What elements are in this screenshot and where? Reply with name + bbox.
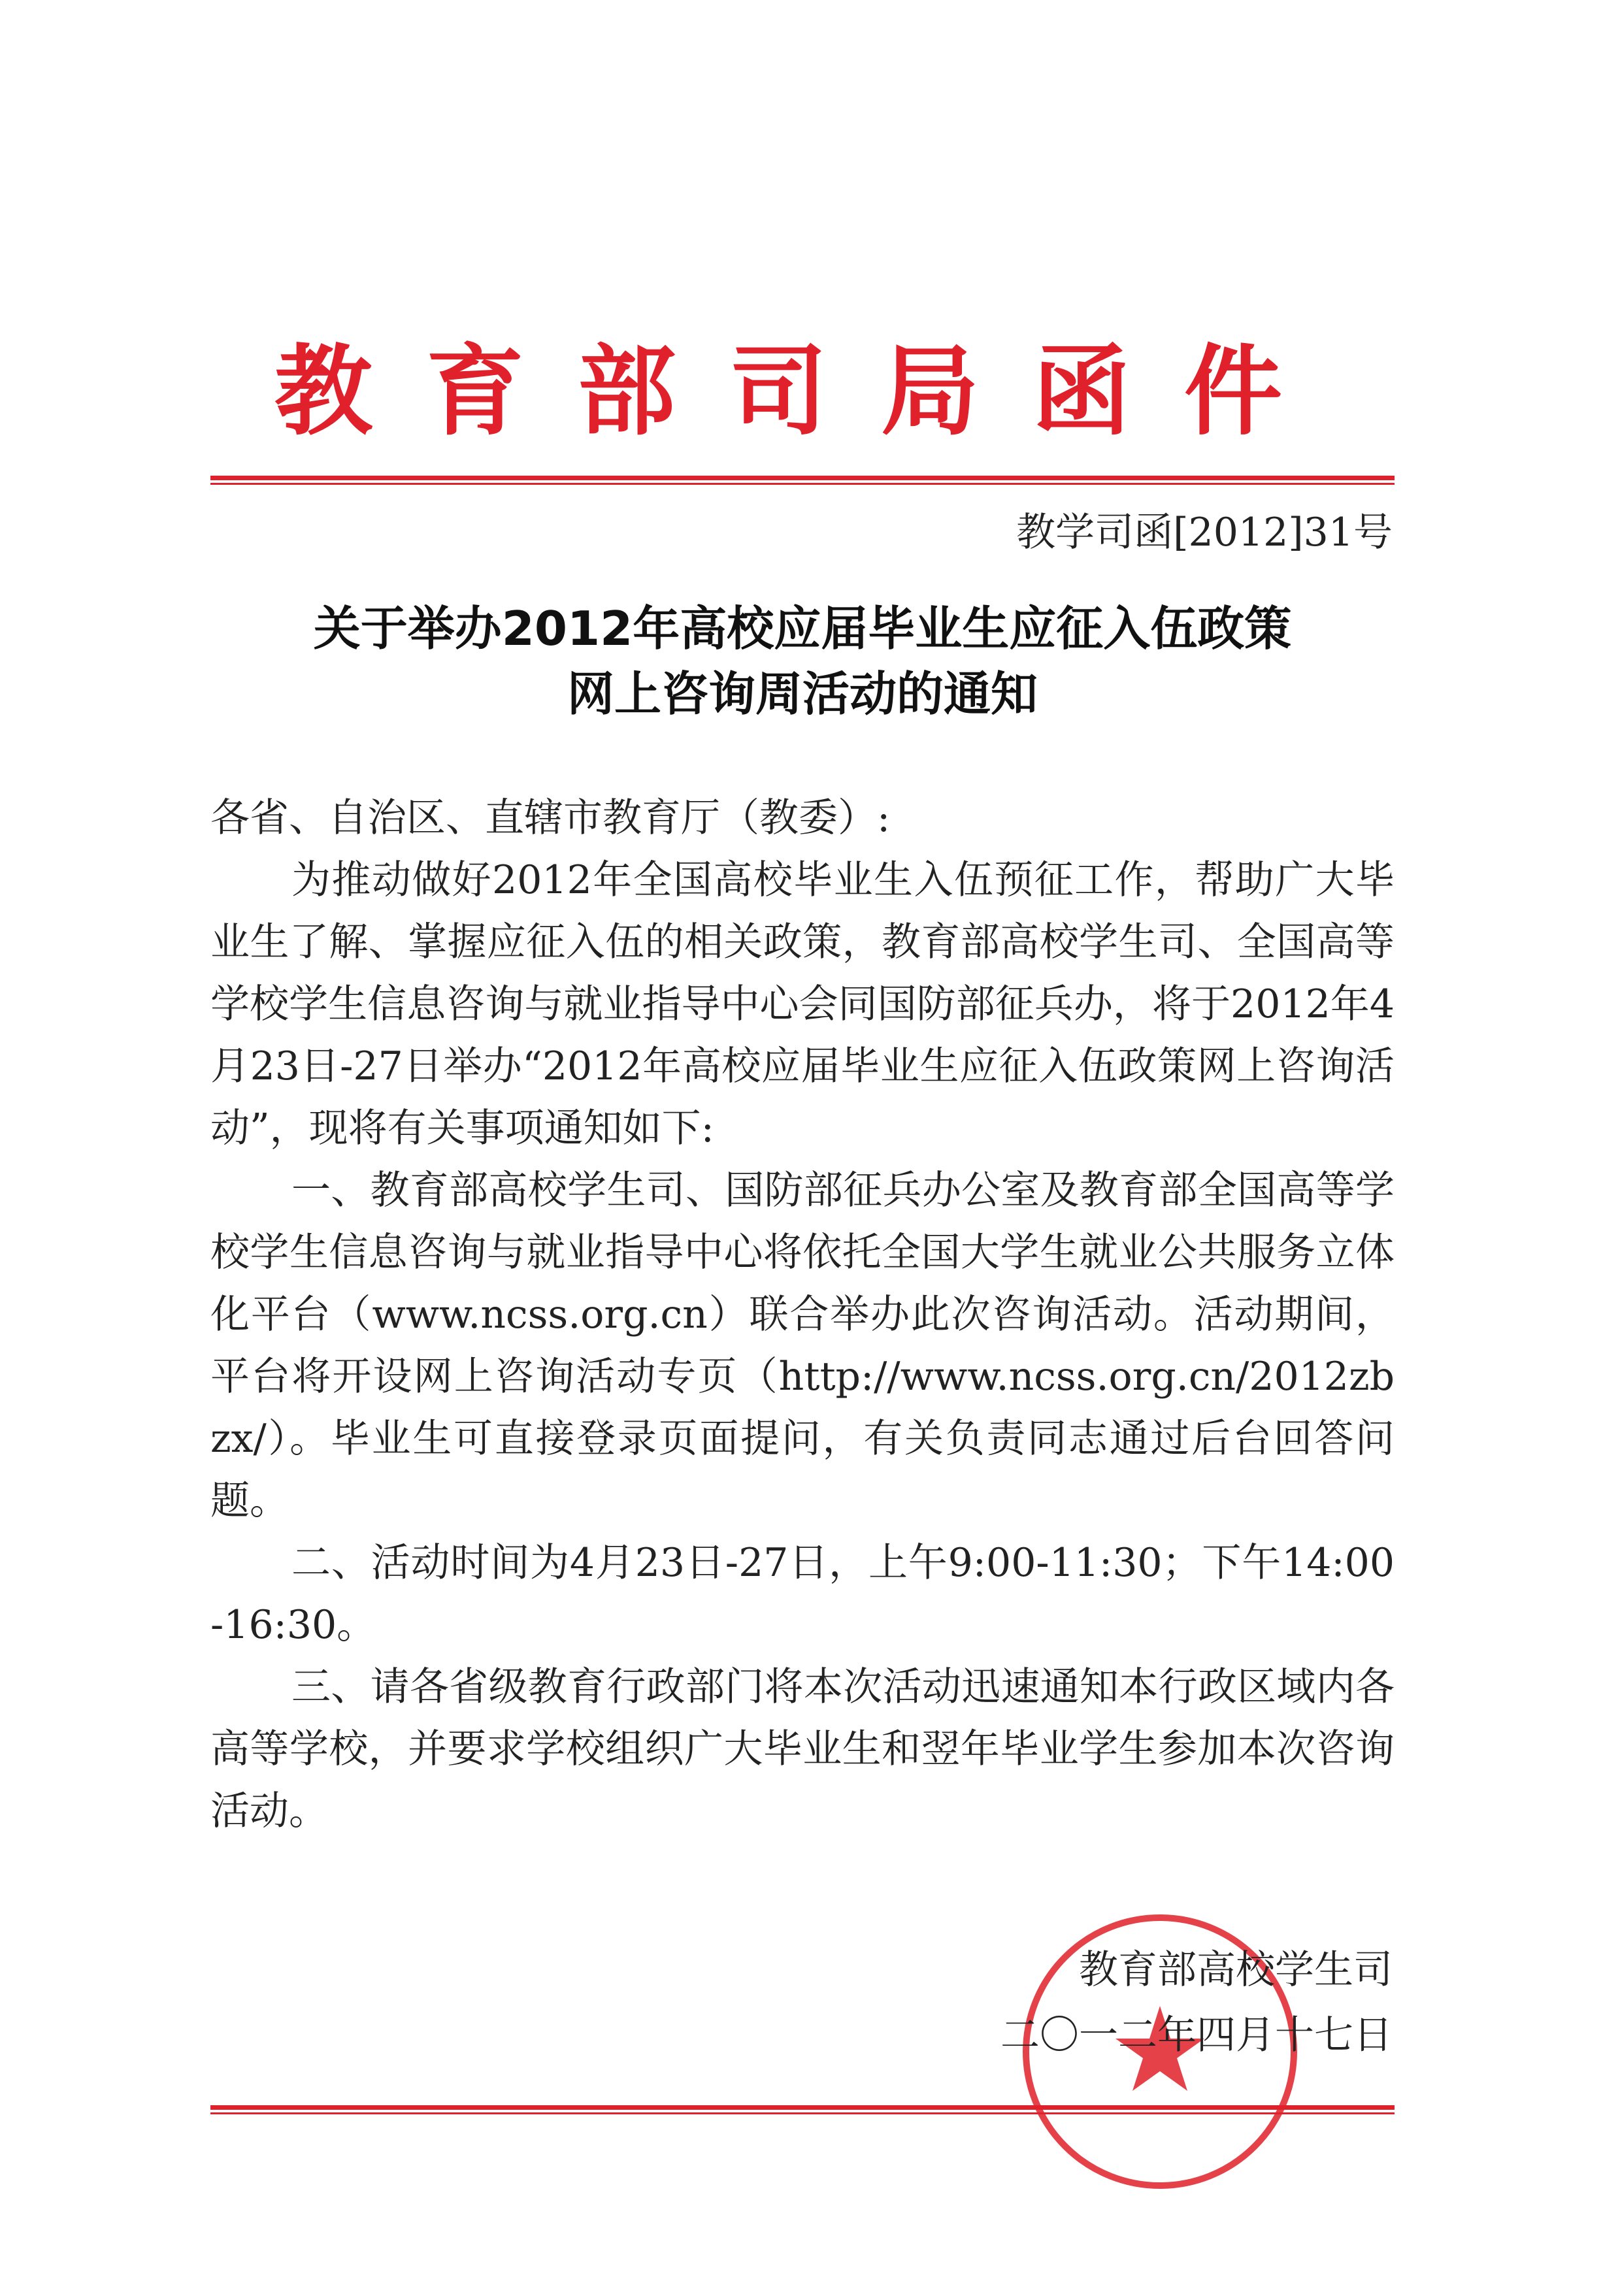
body-paragraph-item-2: 二、活动时间为4月23日-27日，上午9:00-11:30；下午14:00-16:30。 [210, 1540, 1395, 1648]
footer-rule-thin [210, 2112, 1395, 2114]
masthead-title: 教育部司局函件 [274, 335, 1336, 449]
signature-block [1000, 1937, 1393, 2068]
header-rule-thick [210, 476, 1395, 480]
body-paragraph-intro: 为推动做好2012年全国高校毕业生入伍预征工作，帮助广大毕业生了解、掌握应征入伍的相关政策，教育部高校学生司、全国高等学校学生信息咨询与就业指导中心会同国防部征兵办，将于2012年4月23日-27日举办“2012年高校应届毕业生应征入伍政策网上咨询活动”，现将有关事项通知如下: [210, 857, 1395, 1151]
body-paragraph-item-3: 三、请各省级教育行政部门将本次活动迅速通知本行政区域内各高等学校，并要求学校组织广大毕业生和翌年毕业学生参加本次咨询活动。 [210, 1664, 1395, 1834]
notice-title-line-1: 关于举办2012年高校应届毕业生应征入伍政策 [313, 601, 1292, 656]
signature-organization: 教育部高校学生司 [1079, 1947, 1393, 1993]
footer-rule [210, 2105, 1395, 2116]
notice-body [210, 849, 1395, 1843]
document-number: 教学司函[2012]31号 [1016, 510, 1393, 555]
header-rule [210, 476, 1395, 486]
salutation: 各省、自治区、直辖市教育厅（教委）: [210, 795, 891, 841]
notice-title-line-2: 网上咨询周活动的通知 [567, 666, 1038, 721]
header-rule-thin [210, 483, 1395, 485]
signature-date: 二〇一二年四月十七日 [1000, 2012, 1393, 2058]
body-paragraph-item-1: 一、教育部高校学生司、国防部征兵办公室及教育部全国高等学校学生信息咨询与就业指导中心将依托全国大学生就业公共服务立体化平台（www.ncss.org.cn）联合举办此次咨询活动。活动期间，平台将开设网上咨询活动专页（http://www.ncss.org.cn/2012zbzx/）。毕业生可直接登录页面提问，有关负责同志通过后台回答问题。 [210, 1168, 1395, 1524]
footer-rule-thick [210, 2105, 1395, 2110]
